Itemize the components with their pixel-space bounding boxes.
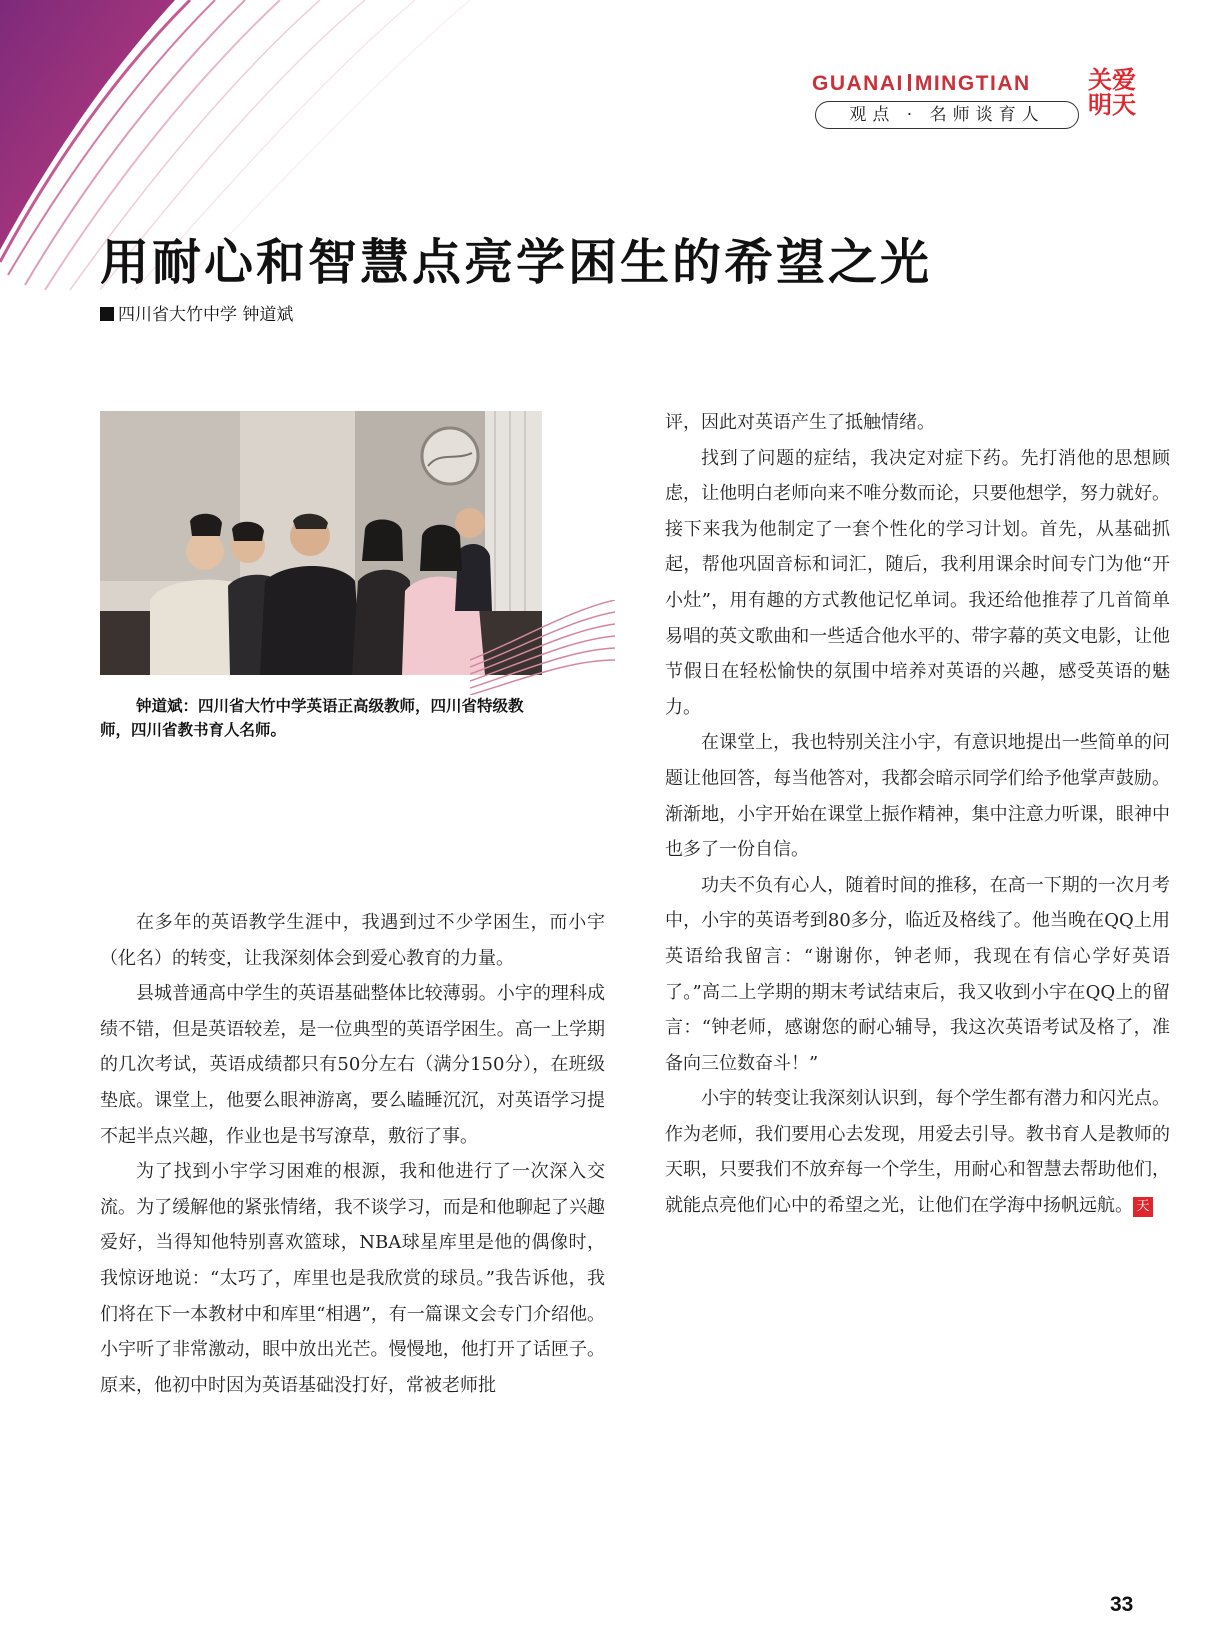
brand-english-right: MINGTIAN bbox=[914, 72, 1031, 95]
paragraph-continuation: 评，因此对英语产生了抵触情绪。 bbox=[665, 412, 935, 433]
byline-text: 四川省大竹中学 钟道斌 bbox=[118, 305, 294, 325]
article-byline bbox=[100, 300, 293, 325]
brand-separator bbox=[908, 74, 911, 91]
paragraph: 为了找到小宇学习困难的根源，我和他进行了一次深入交流。为了缓解他的紧张情绪，我不谈学习，而是和他聊起了兴趣爱好，当得知他特别喜欢篮球，NBA球星库里是他的偶像时，我惊讶地说：“太巧了，库里也是我欣赏的球员。”我告诉他，我们将在下一本教材中和库里“相遇”，有一篇课文会专门介绍他。小宇听了非常激动，眼中放出光芒。慢慢地，他打开了话匣子。原来，他初中时因为英语基础没打好，常被老师批 bbox=[100, 1161, 605, 1396]
paragraph: 找到了问题的症结，我决定对症下药。先打消他的思想顾虑，让他明白老师向来不唯分数而论，只要他想学，努力就好。接下来我为他制定了一套个性化的学习计划。首先，从基础抓起，帮他巩固音标和词汇，随后，我利用课余时间专门为他“开小灶”，用有趣的方式教他记忆单词。我还给他推荐了几首简单易唱的英文歌曲和一些适合他水平的、带字幕的英文电影，让他节假日在轻松愉快的氛围中培养对英语的兴趣，感受英语的魅力。 bbox=[665, 447, 1170, 718]
paragraph: 在课堂上，我也特别关注小宇，有意识地提出一些简单的问题让他回答，每当他答对，我都会暗示同学们给予他掌声鼓励。渐渐地，小宇开始在课堂上振作精神，集中注意力听课，眼神中也多了一份自信。 bbox=[665, 732, 1170, 861]
brand-english-left: GUANAI bbox=[812, 72, 904, 95]
byline-square-icon bbox=[100, 307, 114, 321]
photo-line-decoration bbox=[470, 600, 615, 695]
paragraph: 在多年的英语教学生涯中，我遇到过不少学困生，而小宇（化名）的转变，让我深刻体会到爱心教育的力量。 bbox=[100, 912, 605, 969]
brand-chinese-line2: 明天 bbox=[1088, 91, 1136, 119]
paragraph-final-text: 小宇的转变让我深刻认识到，每个学生都有潜力和闪光点。作为老师，我们要用心去发现，用爱去引导。教书育人是教师的天职，只要我们不放弃每一个学生，用耐心和智慧去帮助他们，就能点亮他们心中的希望之光，让他们在学海中扬帆远航。 bbox=[665, 1088, 1170, 1217]
paragraph-final bbox=[665, 1081, 1170, 1223]
article-title: 用耐心和智慧点亮学困生的希望之光 bbox=[100, 233, 933, 291]
article-column-right bbox=[665, 405, 1170, 1224]
paragraph: 功夫不负有心人，随着时间的推移，在高一下期的一次月考中，小宇的英语考到80多分，临近及格线了。他当晚在QQ上用英语给我留言：“谢谢你，钟老师，我现在有信心学好英语了。”高二上学期的期末考试结束后，我又收到小宇在QQ上的留言：“钟老师，感谢您的耐心辅导，我这次英语考试及格了，准备向三位数奋斗！” bbox=[665, 874, 1170, 1074]
paragraph: 县城普通高中学生的英语基础整体比较薄弱。小宇的理科成绩不错，但是英语较差，是一位典型的英语学困生。高一上学期的几次考试，英语成绩都只有50分左右（满分150分），在班级垫底。课堂上，他要么眼神游离，要么瞌睡沉沉，对英语学习提不起半点兴趣，作业也是书写潦草，敷衍了事。 bbox=[100, 983, 605, 1147]
section-label: 观点 · 名师谈育人 bbox=[815, 101, 1079, 129]
magazine-section-header bbox=[812, 66, 1142, 140]
article-column-left bbox=[100, 905, 605, 1403]
photo-caption: 钟道斌：四川省大竹中学英语正高级教师，四川省特级教师，四川省教书育人名师。 bbox=[100, 697, 524, 739]
brand-chinese-line1: 关爱 bbox=[1088, 66, 1136, 94]
page-number: 33 bbox=[1110, 1593, 1134, 1616]
end-of-article-mark: 天 bbox=[1133, 1197, 1153, 1217]
brand-chinese-logo bbox=[1088, 68, 1138, 118]
brand-english bbox=[812, 72, 1031, 96]
